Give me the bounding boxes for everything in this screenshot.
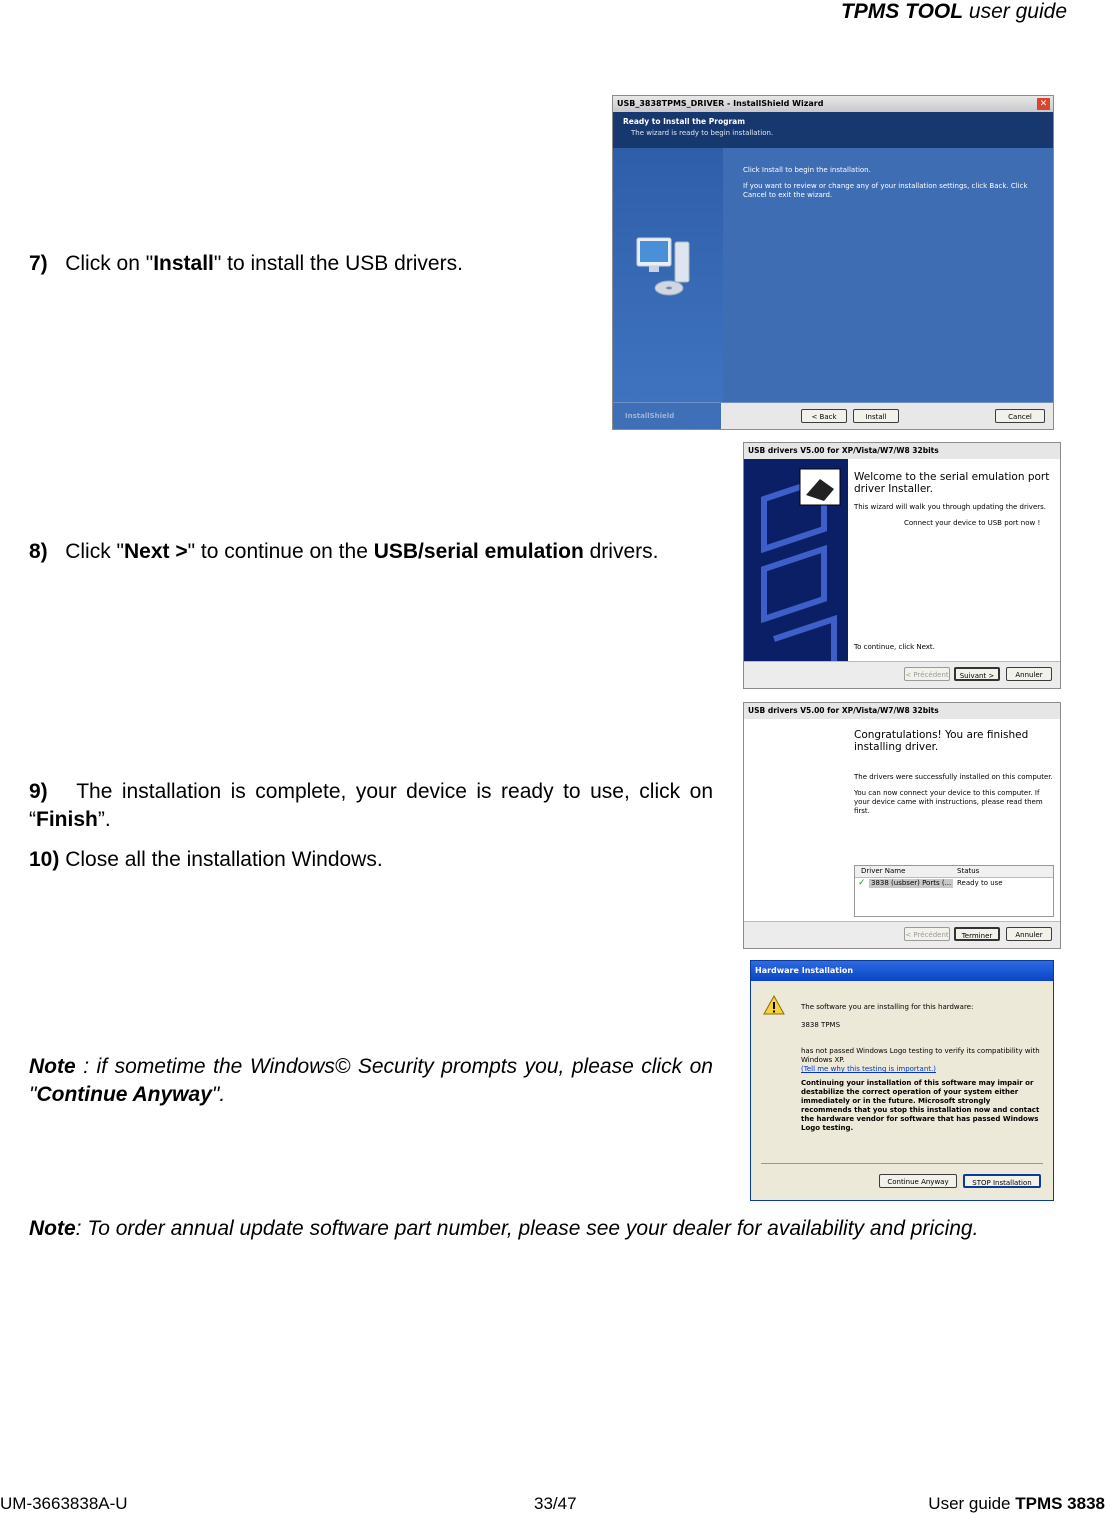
- previous-button[interactable]: < Précédent: [904, 927, 950, 941]
- window-title: USB drivers V5.00 for XP/Vista/W7/W8 32bits: [744, 703, 1060, 719]
- note-text: ".: [211, 1083, 226, 1106]
- driver-table: [854, 865, 1054, 917]
- step-8: [29, 538, 713, 566]
- welcome-line-3: To continue, click Next.: [854, 643, 935, 651]
- step-number: 9): [29, 780, 48, 803]
- footer-product-prefix: User guide: [928, 1494, 1016, 1513]
- step-text: drivers.: [583, 540, 659, 563]
- driver-status-cell: Ready to use: [957, 879, 1003, 887]
- note-label: Note: [29, 1217, 76, 1240]
- cancel-button[interactable]: Cancel: [995, 409, 1045, 423]
- finish-installer-screenshot: [743, 702, 1061, 949]
- window-title: USB drivers V5.00 for XP/Vista/W7/W8 32bits: [744, 443, 1060, 459]
- page-header: [841, 0, 1067, 24]
- step-number: 8): [29, 540, 48, 563]
- continue-anyway-button[interactable]: Continue Anyway: [879, 1174, 957, 1188]
- footer-page-number: 33/47: [534, 1494, 577, 1513]
- note-label: Note: [29, 1055, 76, 1078]
- next-button[interactable]: Suivant >: [954, 667, 1000, 681]
- step-7: [29, 250, 589, 278]
- step-bold: Next >: [124, 540, 188, 563]
- warning-icon: [763, 995, 785, 1019]
- step-text: Click ": [65, 540, 124, 563]
- banner-heading: Ready to Install the Program: [623, 117, 746, 126]
- installer-side-graphic: [744, 459, 848, 661]
- hardware-warning: Continuing your installation of this software may impair or destabilize the correct operation of your system either immediately or in the future. Microsoft strongly recommends that you stop this installation now and contact the hardware vendor for software that has passed Windows Logo testing.: [801, 1079, 1040, 1132]
- divider: [761, 1163, 1043, 1164]
- welcome-line-1: This wizard will walk you through updating the drivers.: [854, 503, 1047, 511]
- step-text: ”.: [97, 808, 111, 831]
- finish-line-1: The drivers were successfully installed on this computer.: [854, 773, 1053, 781]
- hardware-line-2: has not passed Windows Logo testing to verify its compatibility with Windows XP.: [801, 1047, 1040, 1064]
- install-wizard-screenshot: [612, 95, 1054, 430]
- step-10: [29, 846, 713, 874]
- stop-installation-button[interactable]: STOP Installation: [963, 1174, 1041, 1188]
- checkmark-icon: ✓: [858, 878, 866, 888]
- step-text: Close all the installation Windows.: [65, 848, 383, 871]
- installshield-brand: InstallShield: [625, 412, 675, 420]
- pricing-note: [29, 1215, 1069, 1243]
- welcome-heading: Welcome to the serial emulation port driver Installer.: [854, 471, 1050, 495]
- footer-document-code: UM-3663838A-U: [0, 1494, 128, 1513]
- step-number: 7): [29, 252, 48, 275]
- wizard-line-2: If you want to review or change any of your installation settings, click Back. Click Cancel to exit the wizard.: [743, 182, 1028, 199]
- why-testing-link[interactable]: (Tell me why this testing is important.): [801, 1065, 936, 1073]
- table-row[interactable]: [855, 878, 1053, 890]
- window-title: Hardware Installation: [751, 961, 1053, 981]
- wizard-content: [723, 148, 1053, 403]
- cancel-button[interactable]: Annuler: [1006, 927, 1052, 941]
- close-icon[interactable]: ✕: [1037, 98, 1050, 110]
- note-bold: Continue Anyway: [36, 1083, 212, 1106]
- hardware-installation-screenshot: [750, 960, 1054, 1201]
- step-text: " to continue on the: [187, 540, 374, 563]
- column-header-driver-name: Driver Name: [861, 867, 906, 875]
- step-text: The installation is complete, your device is ready to use, click on “: [29, 780, 713, 831]
- finish-heading: Congratulations! You are finished installing driver.: [854, 729, 1029, 753]
- banner-subheading: The wizard is ready to begin installation.: [631, 129, 774, 137]
- security-note: [29, 1053, 713, 1109]
- header-title-bold: TPMS TOOL: [840, 0, 964, 23]
- finish-button[interactable]: Terminer: [954, 927, 1000, 941]
- back-button[interactable]: < Back: [801, 409, 847, 423]
- table-header: [855, 866, 1053, 878]
- step-bold: Install: [153, 252, 214, 275]
- note-text: : if sometime the Windows© Security prompts you, please click on ": [29, 1055, 713, 1106]
- computer-icon: [633, 236, 693, 288]
- step-number: 10): [29, 848, 60, 871]
- hardware-device: 3838 TPMS: [801, 1021, 841, 1029]
- wizard-line-1: Click Install to begin the installation.: [743, 166, 871, 174]
- cancel-button[interactable]: Annuler: [1006, 667, 1052, 681]
- previous-button[interactable]: < Précédent: [904, 667, 950, 681]
- footer-product: [928, 1494, 1105, 1514]
- wizard-banner: [613, 112, 1053, 148]
- note-text: : To order annual update software part number, please see your dealer for availability and pricing.: [75, 1217, 979, 1240]
- header-title-rest: user guide: [963, 0, 1067, 23]
- driver-name-cell: 3838 (usbser) Ports (...: [871, 879, 952, 887]
- step-bold: Finish: [36, 808, 98, 831]
- finish-line-2: You can now connect your device to this computer. If your device came with instructions, please read them first.: [854, 789, 1043, 815]
- step-text: " to install the USB drivers.: [213, 252, 463, 275]
- wizard-footer: [613, 402, 1053, 429]
- step-text: Click on ": [65, 252, 154, 275]
- column-header-status: Status: [957, 867, 980, 875]
- hardware-line-1: The software you are installing for this hardware:: [801, 1003, 974, 1011]
- footer-product-name: TPMS 3838: [1015, 1494, 1105, 1513]
- welcome-line-2: Connect your device to USB port now !: [904, 519, 1041, 527]
- step-9: [29, 778, 713, 834]
- step-bold: USB/serial emulation: [373, 540, 584, 563]
- welcome-installer-screenshot: [743, 442, 1061, 689]
- install-button[interactable]: Install: [853, 409, 899, 423]
- window-title: USB_3838TPMS_DRIVER - InstallShield Wizard: [613, 96, 1053, 112]
